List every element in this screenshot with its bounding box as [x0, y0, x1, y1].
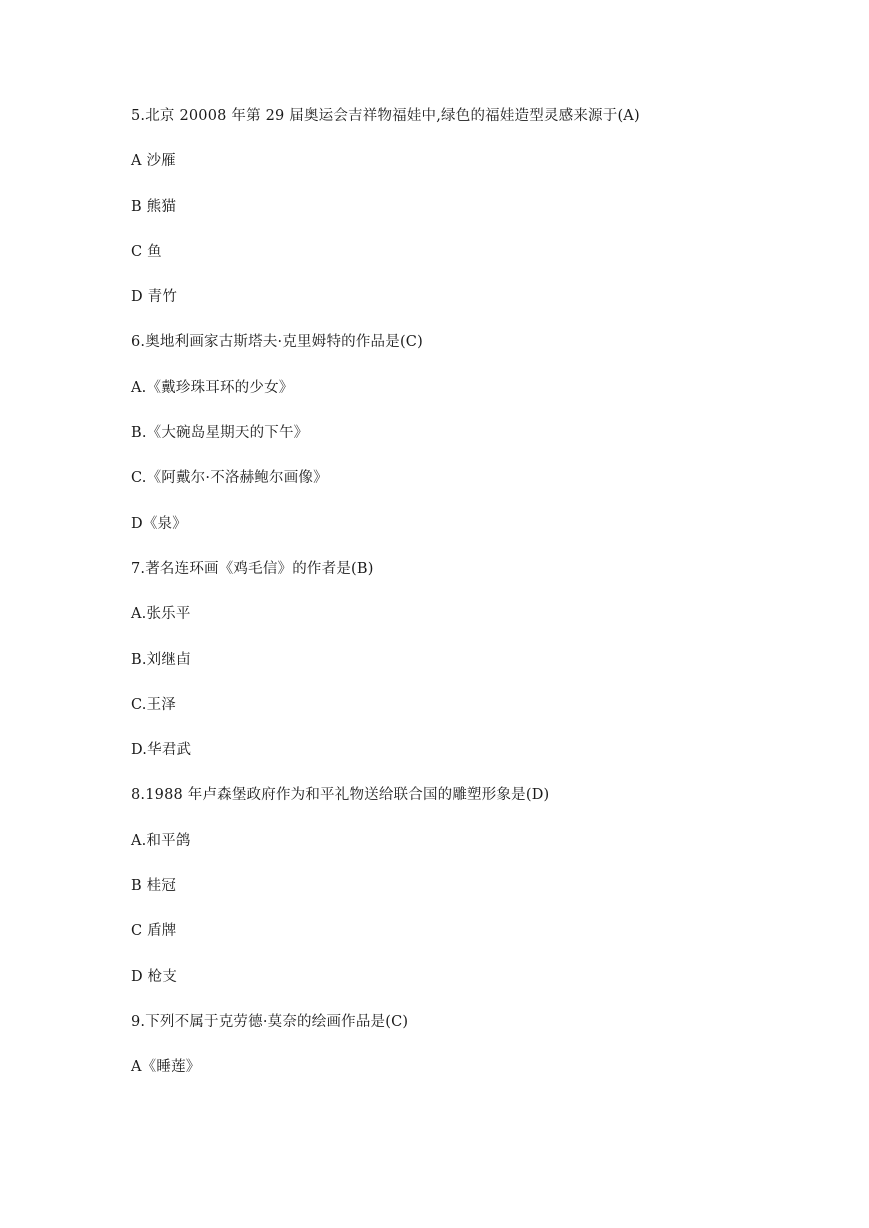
question-6-option-a: A.《戴珍珠耳环的少女》: [131, 379, 294, 396]
question-5-option-c: C 鱼: [131, 243, 162, 260]
question-7-option-c: C.王泽: [131, 696, 176, 713]
question-6-option-d: D《泉》: [131, 515, 187, 532]
question-7: 7.著名连环画《鸡毛信》的作者是(B): [131, 560, 374, 577]
question-7-option-a: A.张乐平: [131, 606, 191, 623]
question-8-option-c: C 盾牌: [131, 923, 177, 940]
question-8: 8.1988 年卢森堡政府作为和平礼物送给联合国的雕塑形象是(D): [131, 787, 550, 804]
question-6: 6.奥地利画家古斯塔夫·克里姆特的作品是(C): [131, 334, 423, 351]
question-6-option-b: B.《大碗岛星期天的下午》: [131, 425, 309, 442]
question-5-option-b: B 熊猫: [131, 198, 177, 215]
question-9-option-a: A《睡莲》: [131, 1059, 201, 1076]
question-7-option-b: B.刘继卣: [131, 651, 191, 668]
question-9: 9.下列不属于克劳德·莫奈的绘画作品是(C): [131, 1013, 409, 1030]
question-5: 5.北京 20008 年第 29 届奥运会吉祥物福娃中,绿色的福娃造型灵感来源于(A): [131, 108, 640, 124]
question-8-option-a: A.和平鸽: [131, 832, 191, 849]
question-7-option-d: D.华君武: [131, 742, 192, 759]
question-8-option-d: D 枪支: [131, 968, 178, 985]
question-5-option-a: A 沙雁: [131, 153, 176, 170]
question-5-option-d: D 青竹: [131, 289, 178, 306]
question-6-option-c: C.《阿戴尔·不洛赫鲍尔画像》: [131, 470, 328, 487]
document-body: [131, 103, 831, 1100]
question-8-option-b: B 桂冠: [131, 878, 177, 895]
